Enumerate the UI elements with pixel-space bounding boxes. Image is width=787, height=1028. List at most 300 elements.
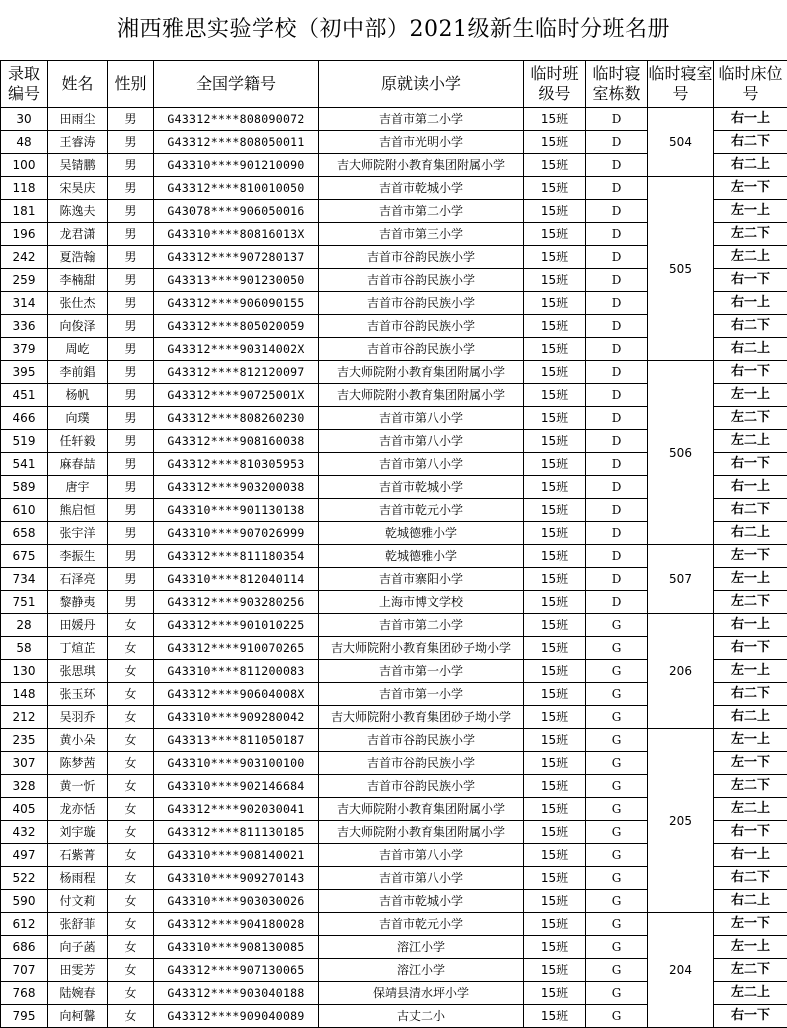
cell-bed[interactable]: 左二上 [714, 246, 787, 269]
cell-name[interactable]: 石泽亮 [48, 568, 108, 591]
cell-dorm-building[interactable]: D [586, 338, 648, 361]
cell-bed[interactable]: 右一上 [714, 476, 787, 499]
cell-name[interactable]: 黎静夷 [48, 591, 108, 614]
cell-name[interactable]: 向柯馨 [48, 1005, 108, 1028]
cell-class[interactable]: 15班 [524, 775, 586, 798]
cell-student-id[interactable]: G43310****903100100 [154, 752, 319, 775]
cell-dorm-room[interactable]: 504 [648, 108, 714, 177]
cell-bed[interactable]: 右一下 [714, 637, 787, 660]
cell-bed[interactable]: 右二下 [714, 499, 787, 522]
cell-gender[interactable]: 女 [108, 867, 154, 890]
cell-primary-school[interactable]: 吉首市乾城小学 [319, 177, 524, 200]
cell-student-id[interactable]: G43078****906050016 [154, 200, 319, 223]
cell-primary-school[interactable]: 溶江小学 [319, 959, 524, 982]
cell-name[interactable]: 田雯芳 [48, 959, 108, 982]
cell-admission-no[interactable]: 432 [1, 821, 48, 844]
cell-gender[interactable]: 男 [108, 246, 154, 269]
cell-admission-no[interactable]: 58 [1, 637, 48, 660]
cell-student-id[interactable]: G43312****903280256 [154, 591, 319, 614]
cell-class[interactable]: 15班 [524, 522, 586, 545]
cell-dorm-building[interactable]: D [586, 154, 648, 177]
cell-gender[interactable]: 女 [108, 637, 154, 660]
cell-admission-no[interactable]: 328 [1, 775, 48, 798]
cell-class[interactable]: 15班 [524, 798, 586, 821]
cell-class[interactable]: 15班 [524, 913, 586, 936]
cell-primary-school[interactable]: 吉首市乾城小学 [319, 476, 524, 499]
cell-name[interactable]: 黄一忻 [48, 775, 108, 798]
cell-admission-no[interactable]: 28 [1, 614, 48, 637]
cell-gender[interactable]: 女 [108, 660, 154, 683]
cell-class[interactable]: 15班 [524, 131, 586, 154]
cell-class[interactable]: 15班 [524, 959, 586, 982]
cell-student-id[interactable]: G43313****901230050 [154, 269, 319, 292]
cell-name[interactable]: 龙君潇 [48, 223, 108, 246]
cell-class[interactable]: 15班 [524, 361, 586, 384]
cell-class[interactable]: 15班 [524, 292, 586, 315]
cell-admission-no[interactable]: 130 [1, 660, 48, 683]
cell-bed[interactable]: 左一下 [714, 545, 787, 568]
cell-bed[interactable]: 左一上 [714, 568, 787, 591]
cell-gender[interactable]: 男 [108, 568, 154, 591]
cell-admission-no[interactable]: 734 [1, 568, 48, 591]
col-header-bed[interactable]: 临时床位号 [714, 61, 787, 108]
cell-admission-no[interactable]: 395 [1, 361, 48, 384]
cell-admission-no[interactable]: 100 [1, 154, 48, 177]
cell-name[interactable]: 田雨尘 [48, 108, 108, 131]
cell-bed[interactable]: 右二上 [714, 154, 787, 177]
cell-primary-school[interactable]: 吉首市第八小学 [319, 867, 524, 890]
cell-student-id[interactable]: G43312****810305953 [154, 453, 319, 476]
cell-student-id[interactable]: G43313****811050187 [154, 729, 319, 752]
cell-name[interactable]: 李振生 [48, 545, 108, 568]
cell-student-id[interactable]: G43312****812120097 [154, 361, 319, 384]
cell-student-id[interactable]: G43312****910070265 [154, 637, 319, 660]
cell-name[interactable]: 吴锖鹏 [48, 154, 108, 177]
cell-name[interactable]: 张舒菲 [48, 913, 108, 936]
cell-student-id[interactable]: G43312****90725001X [154, 384, 319, 407]
cell-primary-school[interactable]: 吉首市第二小学 [319, 108, 524, 131]
cell-dorm-building[interactable]: G [586, 936, 648, 959]
cell-class[interactable]: 15班 [524, 683, 586, 706]
cell-admission-no[interactable]: 314 [1, 292, 48, 315]
cell-student-id[interactable]: G43310****907026999 [154, 522, 319, 545]
cell-name[interactable]: 张仕杰 [48, 292, 108, 315]
cell-dorm-room[interactable]: 507 [648, 545, 714, 614]
cell-gender[interactable]: 男 [108, 453, 154, 476]
cell-dorm-room[interactable]: 204 [648, 913, 714, 1028]
cell-name[interactable]: 石紫菁 [48, 844, 108, 867]
cell-admission-no[interactable]: 751 [1, 591, 48, 614]
cell-primary-school[interactable]: 吉首市谷韵民族小学 [319, 752, 524, 775]
cell-gender[interactable]: 女 [108, 913, 154, 936]
cell-admission-no[interactable]: 686 [1, 936, 48, 959]
cell-primary-school[interactable]: 吉大师院附小教育集团附属小学 [319, 384, 524, 407]
cell-class[interactable]: 15班 [524, 729, 586, 752]
cell-bed[interactable]: 左二下 [714, 591, 787, 614]
cell-student-id[interactable]: G43312****907130065 [154, 959, 319, 982]
cell-gender[interactable]: 女 [108, 890, 154, 913]
cell-admission-no[interactable]: 181 [1, 200, 48, 223]
cell-student-id[interactable]: G43312****811180354 [154, 545, 319, 568]
cell-gender[interactable]: 女 [108, 936, 154, 959]
cell-name[interactable]: 唐宇 [48, 476, 108, 499]
cell-name[interactable]: 吴羽乔 [48, 706, 108, 729]
cell-primary-school[interactable]: 乾城德雅小学 [319, 522, 524, 545]
cell-gender[interactable]: 女 [108, 729, 154, 752]
cell-bed[interactable]: 右一上 [714, 108, 787, 131]
cell-dorm-building[interactable]: D [586, 591, 648, 614]
cell-dorm-building[interactable]: G [586, 683, 648, 706]
cell-primary-school[interactable]: 吉大师院附小教育集团附属小学 [319, 798, 524, 821]
cell-student-id[interactable]: G43310****909280042 [154, 706, 319, 729]
cell-student-id[interactable]: G43312****903040188 [154, 982, 319, 1005]
cell-primary-school[interactable]: 吉首市第一小学 [319, 683, 524, 706]
cell-bed[interactable]: 右一上 [714, 292, 787, 315]
cell-dorm-building[interactable]: D [586, 407, 648, 430]
cell-name[interactable]: 田媛丹 [48, 614, 108, 637]
cell-student-id[interactable]: G43310****901130138 [154, 499, 319, 522]
cell-name[interactable]: 陈梦茜 [48, 752, 108, 775]
cell-admission-no[interactable]: 196 [1, 223, 48, 246]
col-header-primary-school[interactable]: 原就读小学 [319, 61, 524, 108]
cell-primary-school[interactable]: 吉首市谷韵民族小学 [319, 246, 524, 269]
cell-gender[interactable]: 男 [108, 200, 154, 223]
cell-admission-no[interactable]: 658 [1, 522, 48, 545]
cell-primary-school[interactable]: 吉首市第二小学 [319, 614, 524, 637]
cell-primary-school[interactable]: 古丈二小 [319, 1005, 524, 1028]
cell-gender[interactable]: 女 [108, 706, 154, 729]
cell-class[interactable]: 15班 [524, 660, 586, 683]
cell-admission-no[interactable]: 522 [1, 867, 48, 890]
cell-gender[interactable]: 男 [108, 476, 154, 499]
cell-gender[interactable]: 男 [108, 384, 154, 407]
cell-primary-school[interactable]: 吉首市乾城小学 [319, 890, 524, 913]
cell-student-id[interactable]: G43312****906090155 [154, 292, 319, 315]
cell-bed[interactable]: 右一上 [714, 844, 787, 867]
cell-gender[interactable]: 女 [108, 614, 154, 637]
cell-class[interactable]: 15班 [524, 499, 586, 522]
cell-student-id[interactable]: G43310****909270143 [154, 867, 319, 890]
cell-bed[interactable]: 右二下 [714, 683, 787, 706]
cell-primary-school[interactable]: 吉首市第三小学 [319, 223, 524, 246]
cell-primary-school[interactable]: 上海市博文学校 [319, 591, 524, 614]
cell-dorm-room[interactable]: 205 [648, 729, 714, 913]
cell-bed[interactable]: 右一下 [714, 269, 787, 292]
cell-primary-school[interactable]: 吉首市谷韵民族小学 [319, 315, 524, 338]
cell-primary-school[interactable]: 吉首市谷韵民族小学 [319, 775, 524, 798]
cell-gender[interactable]: 男 [108, 361, 154, 384]
cell-name[interactable]: 宋昊庆 [48, 177, 108, 200]
col-header-admission-no[interactable]: 录取编号 [1, 61, 48, 108]
cell-bed[interactable]: 右二上 [714, 890, 787, 913]
cell-class[interactable]: 15班 [524, 982, 586, 1005]
cell-class[interactable]: 15班 [524, 568, 586, 591]
cell-admission-no[interactable]: 259 [1, 269, 48, 292]
cell-bed[interactable]: 左二下 [714, 775, 787, 798]
cell-class[interactable]: 15班 [524, 200, 586, 223]
cell-dorm-building[interactable]: D [586, 476, 648, 499]
cell-class[interactable]: 15班 [524, 706, 586, 729]
cell-gender[interactable]: 男 [108, 292, 154, 315]
cell-class[interactable]: 15班 [524, 246, 586, 269]
cell-primary-school[interactable]: 吉大师院附小教育集团附属小学 [319, 821, 524, 844]
cell-primary-school[interactable]: 吉首市第八小学 [319, 407, 524, 430]
cell-dorm-building[interactable]: G [586, 729, 648, 752]
cell-primary-school[interactable]: 吉大师院附小教育集团砂子坳小学 [319, 706, 524, 729]
cell-gender[interactable]: 男 [108, 545, 154, 568]
cell-primary-school[interactable]: 吉大师院附小教育集团附属小学 [319, 154, 524, 177]
cell-primary-school[interactable]: 乾城德雅小学 [319, 545, 524, 568]
cell-student-id[interactable]: G43312****909040089 [154, 1005, 319, 1028]
cell-name[interactable]: 周屹 [48, 338, 108, 361]
cell-gender[interactable]: 女 [108, 821, 154, 844]
cell-gender[interactable]: 男 [108, 108, 154, 131]
cell-bed[interactable]: 右二上 [714, 338, 787, 361]
cell-gender[interactable]: 男 [108, 131, 154, 154]
cell-class[interactable]: 15班 [524, 108, 586, 131]
cell-dorm-building[interactable]: G [586, 821, 648, 844]
cell-class[interactable]: 15班 [524, 867, 586, 890]
cell-class[interactable]: 15班 [524, 545, 586, 568]
cell-gender[interactable]: 女 [108, 982, 154, 1005]
col-header-name[interactable]: 姓名 [48, 61, 108, 108]
cell-bed[interactable]: 右二下 [714, 315, 787, 338]
cell-class[interactable]: 15班 [524, 752, 586, 775]
cell-primary-school[interactable]: 吉首市第八小学 [319, 844, 524, 867]
cell-student-id[interactable]: G43312****808090072 [154, 108, 319, 131]
cell-bed[interactable]: 右一下 [714, 821, 787, 844]
cell-bed[interactable]: 左一上 [714, 936, 787, 959]
cell-name[interactable]: 李楠甜 [48, 269, 108, 292]
cell-student-id[interactable]: G43310****901210090 [154, 154, 319, 177]
cell-admission-no[interactable]: 707 [1, 959, 48, 982]
cell-dorm-building[interactable]: G [586, 614, 648, 637]
cell-admission-no[interactable]: 30 [1, 108, 48, 131]
cell-primary-school[interactable]: 吉首市第二小学 [319, 200, 524, 223]
cell-student-id[interactable]: G43310****902146684 [154, 775, 319, 798]
cell-name[interactable]: 向子菡 [48, 936, 108, 959]
cell-admission-no[interactable]: 451 [1, 384, 48, 407]
cell-gender[interactable]: 女 [108, 775, 154, 798]
cell-student-id[interactable]: G43312****810010050 [154, 177, 319, 200]
cell-class[interactable]: 15班 [524, 338, 586, 361]
cell-class[interactable]: 15班 [524, 890, 586, 913]
col-header-student-id[interactable]: 全国学籍号 [154, 61, 319, 108]
cell-student-id[interactable]: G43310****903030026 [154, 890, 319, 913]
cell-bed[interactable]: 右二上 [714, 706, 787, 729]
cell-name[interactable]: 张思琪 [48, 660, 108, 683]
cell-class[interactable]: 15班 [524, 315, 586, 338]
cell-admission-no[interactable]: 610 [1, 499, 48, 522]
cell-name[interactable]: 丁煊芷 [48, 637, 108, 660]
cell-name[interactable]: 陈逸夫 [48, 200, 108, 223]
cell-class[interactable]: 15班 [524, 154, 586, 177]
cell-bed[interactable]: 左一下 [714, 913, 787, 936]
cell-class[interactable]: 15班 [524, 821, 586, 844]
cell-class[interactable]: 15班 [524, 177, 586, 200]
cell-student-id[interactable]: G43310****908140021 [154, 844, 319, 867]
cell-admission-no[interactable]: 612 [1, 913, 48, 936]
cell-student-id[interactable]: G43310****812040114 [154, 568, 319, 591]
cell-gender[interactable]: 女 [108, 844, 154, 867]
cell-admission-no[interactable]: 118 [1, 177, 48, 200]
cell-primary-school[interactable]: 吉大师院附小教育集团砂子坳小学 [319, 637, 524, 660]
cell-dorm-building[interactable]: G [586, 775, 648, 798]
cell-student-id[interactable]: G43310****908130085 [154, 936, 319, 959]
col-header-gender[interactable]: 性别 [108, 61, 154, 108]
cell-bed[interactable]: 右一下 [714, 453, 787, 476]
cell-dorm-building[interactable]: D [586, 131, 648, 154]
cell-class[interactable]: 15班 [524, 453, 586, 476]
cell-primary-school[interactable]: 吉大师院附小教育集团附属小学 [319, 361, 524, 384]
cell-dorm-building[interactable]: D [586, 384, 648, 407]
cell-dorm-building[interactable]: D [586, 200, 648, 223]
cell-admission-no[interactable]: 795 [1, 1005, 48, 1028]
cell-primary-school[interactable]: 吉首市乾元小学 [319, 499, 524, 522]
cell-dorm-building[interactable]: D [586, 292, 648, 315]
cell-name[interactable]: 向俊泽 [48, 315, 108, 338]
col-header-class[interactable]: 临时班级号 [524, 61, 586, 108]
cell-student-id[interactable]: G43312****805020059 [154, 315, 319, 338]
cell-dorm-building[interactable]: G [586, 867, 648, 890]
cell-bed[interactable]: 左一上 [714, 384, 787, 407]
cell-student-id[interactable]: G43312****903200038 [154, 476, 319, 499]
cell-bed[interactable]: 左一上 [714, 200, 787, 223]
cell-primary-school[interactable]: 吉首市第一小学 [319, 660, 524, 683]
cell-student-id[interactable]: G43312****808050011 [154, 131, 319, 154]
cell-dorm-building[interactable]: D [586, 108, 648, 131]
cell-name[interactable]: 龙亦恬 [48, 798, 108, 821]
cell-bed[interactable]: 右一下 [714, 361, 787, 384]
cell-name[interactable]: 王睿涛 [48, 131, 108, 154]
cell-class[interactable]: 15班 [524, 591, 586, 614]
cell-bed[interactable]: 左二下 [714, 959, 787, 982]
cell-dorm-building[interactable]: G [586, 637, 648, 660]
cell-dorm-building[interactable]: D [586, 499, 648, 522]
cell-gender[interactable]: 男 [108, 177, 154, 200]
cell-dorm-building[interactable]: G [586, 913, 648, 936]
cell-class[interactable]: 15班 [524, 844, 586, 867]
cell-name[interactable]: 张玉环 [48, 683, 108, 706]
cell-name[interactable]: 刘宇璇 [48, 821, 108, 844]
cell-class[interactable]: 15班 [524, 936, 586, 959]
cell-dorm-building[interactable]: D [586, 315, 648, 338]
cell-student-id[interactable]: G43312****904180028 [154, 913, 319, 936]
cell-admission-no[interactable]: 212 [1, 706, 48, 729]
cell-primary-school[interactable]: 吉首市第八小学 [319, 453, 524, 476]
cell-bed[interactable]: 左一上 [714, 729, 787, 752]
cell-dorm-building[interactable]: D [586, 177, 648, 200]
cell-bed[interactable]: 左二上 [714, 430, 787, 453]
cell-admission-no[interactable]: 307 [1, 752, 48, 775]
cell-admission-no[interactable]: 519 [1, 430, 48, 453]
cell-gender[interactable]: 男 [108, 338, 154, 361]
cell-gender[interactable]: 男 [108, 407, 154, 430]
cell-dorm-building[interactable]: G [586, 752, 648, 775]
cell-dorm-room[interactable]: 206 [648, 614, 714, 729]
col-header-dorm-room[interactable]: 临时寝室号 [648, 61, 714, 108]
cell-bed[interactable]: 左二下 [714, 223, 787, 246]
cell-name[interactable]: 向璞 [48, 407, 108, 430]
cell-dorm-building[interactable]: G [586, 890, 648, 913]
cell-class[interactable]: 15班 [524, 1005, 586, 1028]
cell-dorm-room[interactable]: 505 [648, 177, 714, 361]
cell-gender[interactable]: 女 [108, 683, 154, 706]
cell-gender[interactable]: 男 [108, 591, 154, 614]
cell-gender[interactable]: 男 [108, 499, 154, 522]
cell-name[interactable]: 李前錩 [48, 361, 108, 384]
cell-primary-school[interactable]: 吉首市乾元小学 [319, 913, 524, 936]
cell-bed[interactable]: 右一上 [714, 614, 787, 637]
cell-dorm-building[interactable]: D [586, 246, 648, 269]
cell-bed[interactable]: 左二上 [714, 982, 787, 1005]
cell-student-id[interactable]: G43310****811200083 [154, 660, 319, 683]
cell-primary-school[interactable]: 吉首市寨阳小学 [319, 568, 524, 591]
cell-name[interactable]: 夏浩翰 [48, 246, 108, 269]
cell-class[interactable]: 15班 [524, 614, 586, 637]
cell-name[interactable]: 张宇洋 [48, 522, 108, 545]
cell-class[interactable]: 15班 [524, 407, 586, 430]
cell-student-id[interactable]: G43312****901010225 [154, 614, 319, 637]
cell-dorm-building[interactable]: G [586, 798, 648, 821]
cell-dorm-building[interactable]: G [586, 959, 648, 982]
cell-name[interactable]: 付文莉 [48, 890, 108, 913]
cell-dorm-building[interactable]: G [586, 982, 648, 1005]
cell-dorm-building[interactable]: G [586, 660, 648, 683]
cell-dorm-building[interactable]: D [586, 522, 648, 545]
cell-gender[interactable]: 男 [108, 154, 154, 177]
cell-admission-no[interactable]: 405 [1, 798, 48, 821]
cell-gender[interactable]: 男 [108, 269, 154, 292]
cell-admission-no[interactable]: 242 [1, 246, 48, 269]
cell-student-id[interactable]: G43312****908160038 [154, 430, 319, 453]
cell-name[interactable]: 杨帆 [48, 384, 108, 407]
cell-primary-school[interactable]: 吉首市谷韵民族小学 [319, 729, 524, 752]
cell-bed[interactable]: 左二上 [714, 798, 787, 821]
cell-class[interactable]: 15班 [524, 223, 586, 246]
cell-class[interactable]: 15班 [524, 476, 586, 499]
cell-gender[interactable]: 男 [108, 315, 154, 338]
cell-dorm-building[interactable]: D [586, 269, 648, 292]
cell-student-id[interactable]: G43310****80816013X [154, 223, 319, 246]
cell-student-id[interactable]: G43312****811130185 [154, 821, 319, 844]
cell-gender[interactable]: 男 [108, 430, 154, 453]
col-header-dorm-building[interactable]: 临时寝室栋数 [586, 61, 648, 108]
cell-admission-no[interactable]: 589 [1, 476, 48, 499]
cell-name[interactable]: 黄小朵 [48, 729, 108, 752]
cell-admission-no[interactable]: 590 [1, 890, 48, 913]
cell-primary-school[interactable]: 吉首市谷韵民族小学 [319, 338, 524, 361]
cell-bed[interactable]: 左一下 [714, 752, 787, 775]
cell-primary-school[interactable]: 吉首市第八小学 [319, 430, 524, 453]
cell-student-id[interactable]: G43312****90604008X [154, 683, 319, 706]
cell-admission-no[interactable]: 379 [1, 338, 48, 361]
cell-gender[interactable]: 女 [108, 752, 154, 775]
cell-dorm-building[interactable]: G [586, 844, 648, 867]
cell-student-id[interactable]: G43312****907280137 [154, 246, 319, 269]
cell-primary-school[interactable]: 吉首市谷韵民族小学 [319, 269, 524, 292]
cell-admission-no[interactable]: 768 [1, 982, 48, 1005]
cell-class[interactable]: 15班 [524, 384, 586, 407]
cell-dorm-room[interactable]: 506 [648, 361, 714, 545]
cell-admission-no[interactable]: 148 [1, 683, 48, 706]
cell-name[interactable]: 任轩毅 [48, 430, 108, 453]
cell-gender[interactable]: 女 [108, 959, 154, 982]
cell-name[interactable]: 麻春喆 [48, 453, 108, 476]
cell-admission-no[interactable]: 497 [1, 844, 48, 867]
cell-bed[interactable]: 左一下 [714, 177, 787, 200]
cell-name[interactable]: 陆婉春 [48, 982, 108, 1005]
